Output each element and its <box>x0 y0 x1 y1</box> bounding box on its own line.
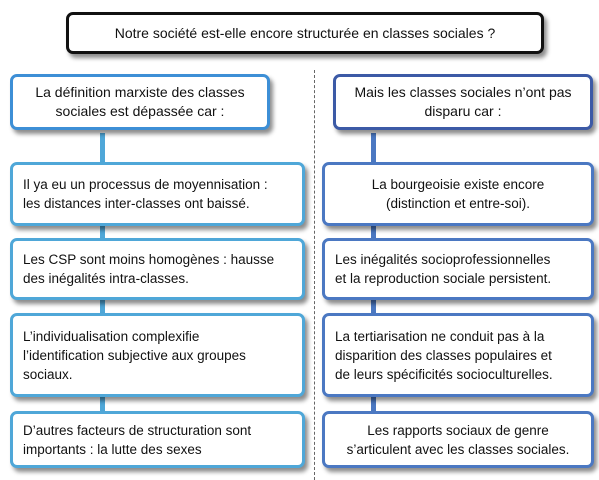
left-item-4-text: D’autres facteurs de structuration sont importants : la lutte des sexes <box>23 422 252 457</box>
right-connector-1 <box>371 133 376 163</box>
right-header-text: Mais les classes sociales n’ont pas disparu car : <box>354 84 572 119</box>
left-item-1 <box>10 162 305 226</box>
left-item-3 <box>10 313 305 397</box>
left-connector-1 <box>100 133 105 163</box>
left-item-2-text: Les CSP sont moins homogènes : hausse des inégalités intra-classes. <box>23 252 275 286</box>
left-item-3-text: L’individualisation complexifie l’identification subjective aux groupes sociaux. <box>23 328 246 382</box>
left-header-text: La définition marxiste des classes sociales est dépassée car : <box>35 84 245 119</box>
right-item-2 <box>322 238 594 300</box>
left-item-2 <box>10 238 305 300</box>
right-item-1-text: La bourgeoisie existe encore (distinction et entre-soi). <box>371 177 545 211</box>
right-item-4-text: Les rapports sociaux de genre s’articulent avec les classes sociales. <box>346 422 570 457</box>
right-header <box>333 74 593 130</box>
diagram-title-text: Notre société est-elle encore structurée en classes sociales ? <box>114 24 496 41</box>
left-item-1-text: Il ya eu un processus de moyennisation : les distances inter-classes ont baissé. <box>23 177 268 211</box>
column-divider <box>314 70 315 480</box>
right-item-3-text: La tertiarisation ne conduit pas à la disparition des classes populaires et de leurs spécificités socioculturelles. <box>335 328 553 382</box>
right-item-1 <box>322 162 594 226</box>
diagram-title <box>66 12 544 54</box>
left-item-4 <box>10 411 305 468</box>
right-item-2-text: Les inégalités socioprofessionnelles et la reproduction sociale persistent. <box>335 252 552 286</box>
right-item-3 <box>322 313 594 397</box>
left-header <box>10 74 270 130</box>
right-item-4 <box>322 411 594 468</box>
